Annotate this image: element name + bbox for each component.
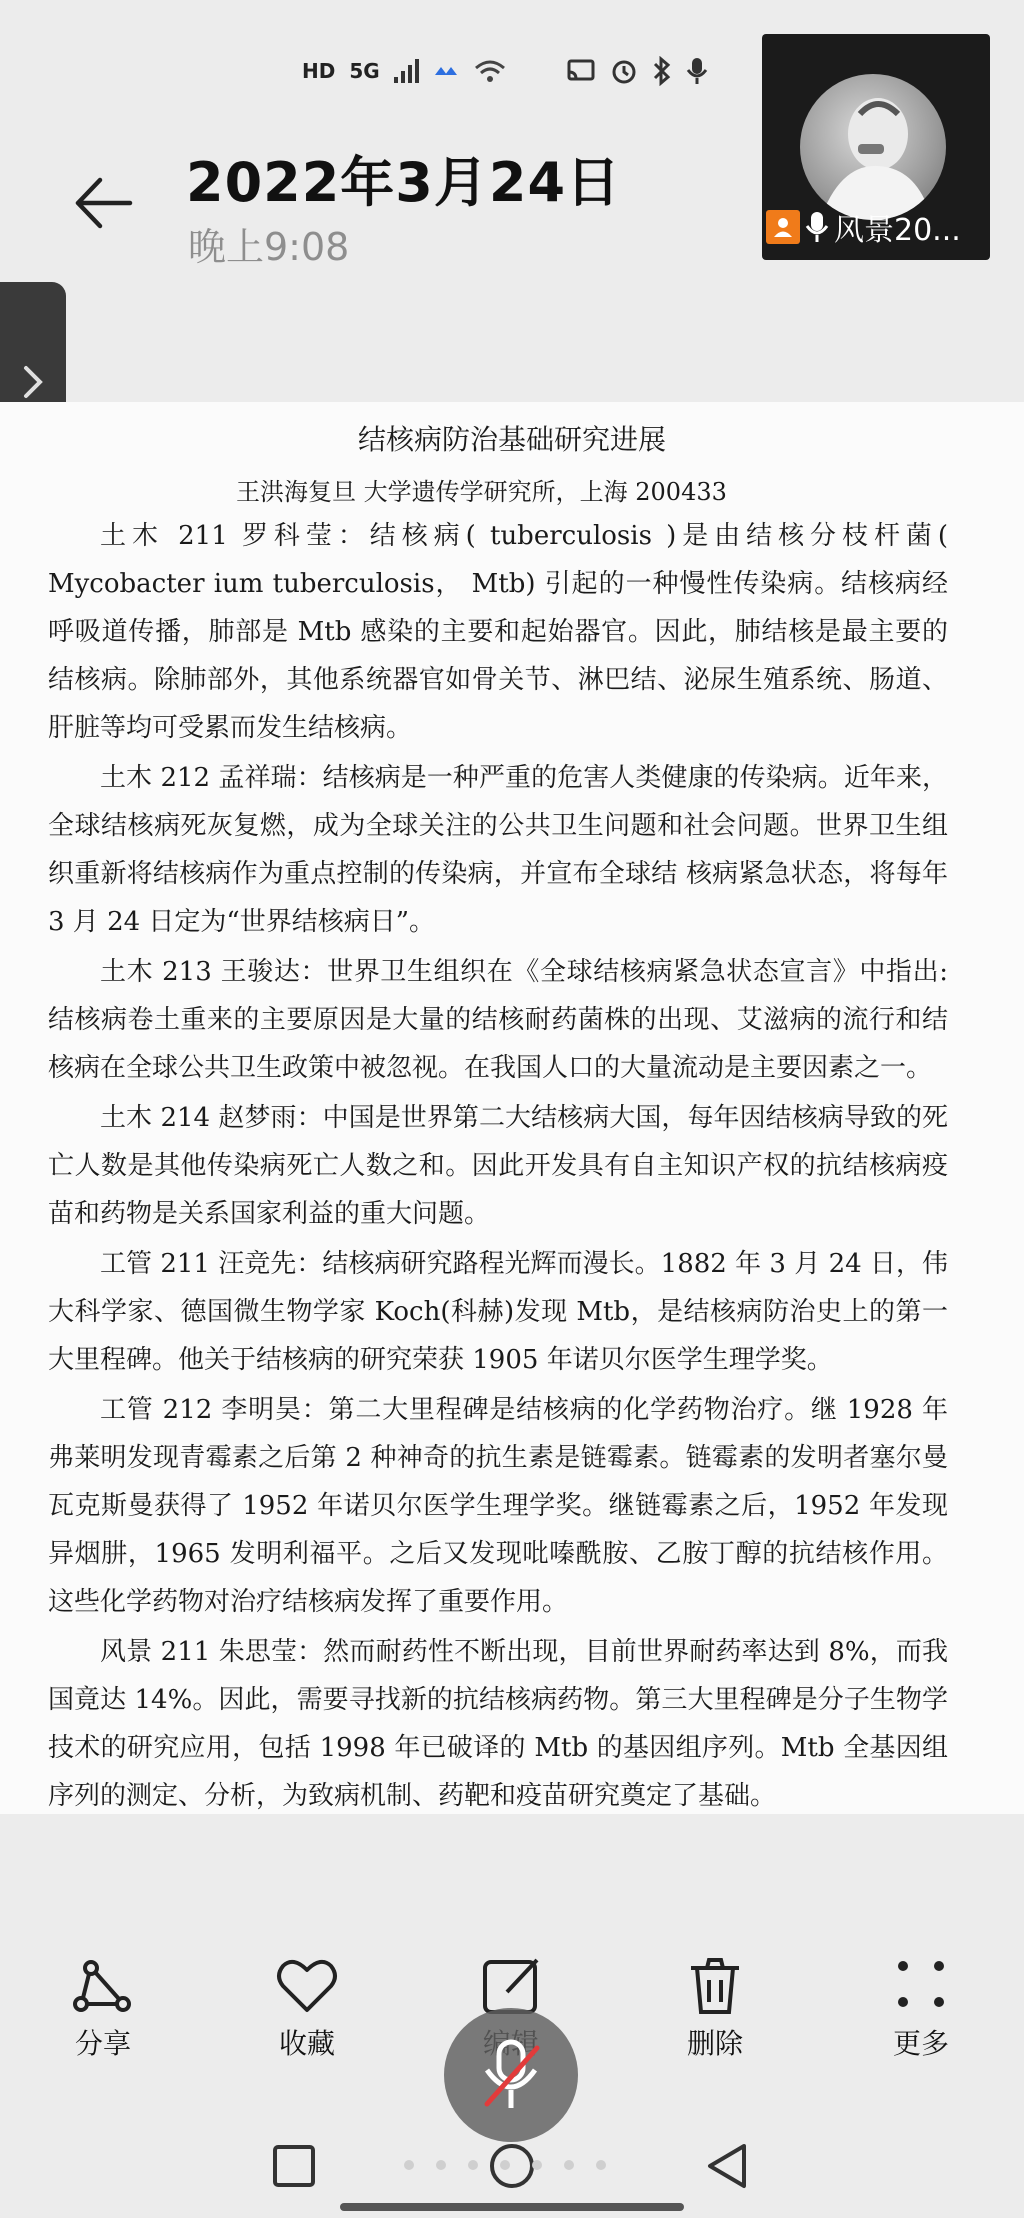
status-right — [566, 56, 708, 86]
mic-muted-icon — [479, 2038, 543, 2112]
person-icon — [772, 216, 794, 238]
document-paragraph: 工管 212 李明昊：第二大里程碑是结核病的化学药物治疗。继 1928 年弗莱明发现青霉素之后第 2 种神奇的抗生素是链霉素。链霉素的发明者塞尔曼瓦克斯曼获得了 1952 年诺贝尔医学生理学奖。继链霉素之后，1952 年发现异烟肼，1965 发明利福平。之后又发现吡嗪酰胺、乙胺丁醇的抗结核作用。这些化学药物对治疗结核病发挥了重要作用。 — [48, 1395, 948, 1617]
hd-badge: HD — [302, 59, 336, 83]
delete-button[interactable] — [640, 1956, 790, 2062]
document-paragraph: 土木 214 赵梦雨：中国是世界第二大结核病大国，每年因结核病导致的死亡人数是其他传染病死亡人数之和。因此开发具有自主知识产权的抗结核病疫苗和药物是关系国家利益的重大问题。 — [48, 1103, 948, 1229]
participant-mic-icon — [804, 210, 830, 244]
mic-icon — [686, 56, 708, 86]
document-paragraph: 风景 211 朱思莹：然而耐药性不断出现，目前世界耐药率达到 8%，而我国竟达 14%。因此，需要寻找新的抗结核病药物。第三大里程碑是分子生物学技术的研究应用，包括 1998 年已破译的 Mtb 的基因组序列。Mtb 全基因组序列的测定、分析，为致病机制、药靶和疫苗研究奠定了基础。 — [48, 1637, 948, 1811]
bluetooth-icon — [652, 56, 672, 86]
participant-name: 风景20... — [834, 213, 961, 248]
back-triangle-icon[interactable] — [704, 2142, 748, 2190]
document-paragraph: 土木 212 孟祥瑞：结核病是一种严重的危害人类健康的传染病。近年来，全球结核病死灰复燃，成为全球关注的公共卫生问题和社会问题。世界卫生组织重新将结核病作为重点控制的传染病，并宣布全球结 核病紧急状态，将每年 3 月 24 日定为“世界结核病日”。 — [48, 763, 948, 937]
page-indicator-dots — [404, 2160, 606, 2170]
heart-icon — [275, 1956, 339, 2016]
document-paragraph: 土木 213 王骏达：世界卫生组织在《全球结核病紧急状态宣言》中指出:结核病卷土重来的主要原因是大量的结核耐药菌株的出现、艾滋病的流行和结核病在全球公共卫生政策中被忽视。在我国人口的大量流动是主要因素之一。 — [48, 957, 948, 1083]
participant-info — [762, 204, 994, 250]
participant-avatar — [800, 74, 946, 220]
more-label: 更多 — [892, 2027, 949, 2060]
data-arrows-icon — [433, 61, 459, 81]
host-badge — [766, 210, 800, 244]
network-type: 5G — [349, 59, 380, 83]
more-button[interactable] — [846, 1956, 996, 2062]
share-label: 分享 — [74, 2027, 131, 2060]
edit-icon — [479, 1956, 543, 2016]
back-arrow-icon[interactable] — [70, 170, 136, 236]
document-body — [48, 512, 948, 1822]
chevron-right-icon — [21, 362, 45, 402]
document-title: 结核病防治基础研究进展 — [357, 423, 666, 456]
alarm-icon — [610, 57, 638, 85]
more-dots-icon — [889, 1956, 953, 2016]
home-indicator-bar[interactable] — [340, 2203, 684, 2211]
favorite-button[interactable] — [232, 1956, 382, 2062]
share-button[interactable] — [28, 1956, 178, 2062]
recent-apps-icon[interactable] — [272, 2144, 316, 2188]
favorite-label: 收藏 — [278, 2027, 335, 2060]
signal-icon — [394, 59, 419, 83]
video-call-overlay[interactable] — [762, 34, 990, 260]
document-image — [0, 402, 1024, 1814]
delete-label: 删除 — [686, 2027, 743, 2060]
status-left — [302, 58, 507, 84]
trash-icon — [683, 1956, 747, 2016]
document-paragraph: 土木 211 罗科莹：结核病( tuberculosis )是由结核分枝杆菌( Mycobacter ium tuberculosis， Mtb) 引起的一种慢性传染病。结核病经呼吸道传播，肺部是 Mtb 感染的主要和起始器官。因此，肺结核是最主要的结核病。除肺部外，其他系统器官如骨关节、淋巴结、泌尿生殖系统、肠道、肝脏等均可受累而发生结核病。 — [48, 521, 948, 743]
document-paragraph: 工管 211 汪竞先：结核病研究路程光辉而漫长。1882 年 3 月 24 日，伟大科学家、德国微生物学家 Koch(科赫)发现 Mtb，是结核病防治史上的第一大里程碑。他关于结核病的研究荣获 1905 年诺贝尔医学生理学奖。 — [48, 1249, 948, 1375]
wifi-icon — [473, 58, 507, 84]
share-icon — [71, 1956, 135, 2016]
page-title-date: 2022年3月24日 — [186, 151, 622, 214]
cast-icon — [566, 58, 596, 84]
document-author: 王洪海复旦 大学遗传学研究所，上海 200433 — [236, 478, 727, 506]
page-subtitle-time: 晚上9:08 — [188, 225, 350, 269]
avatar-figure-icon — [800, 74, 946, 220]
